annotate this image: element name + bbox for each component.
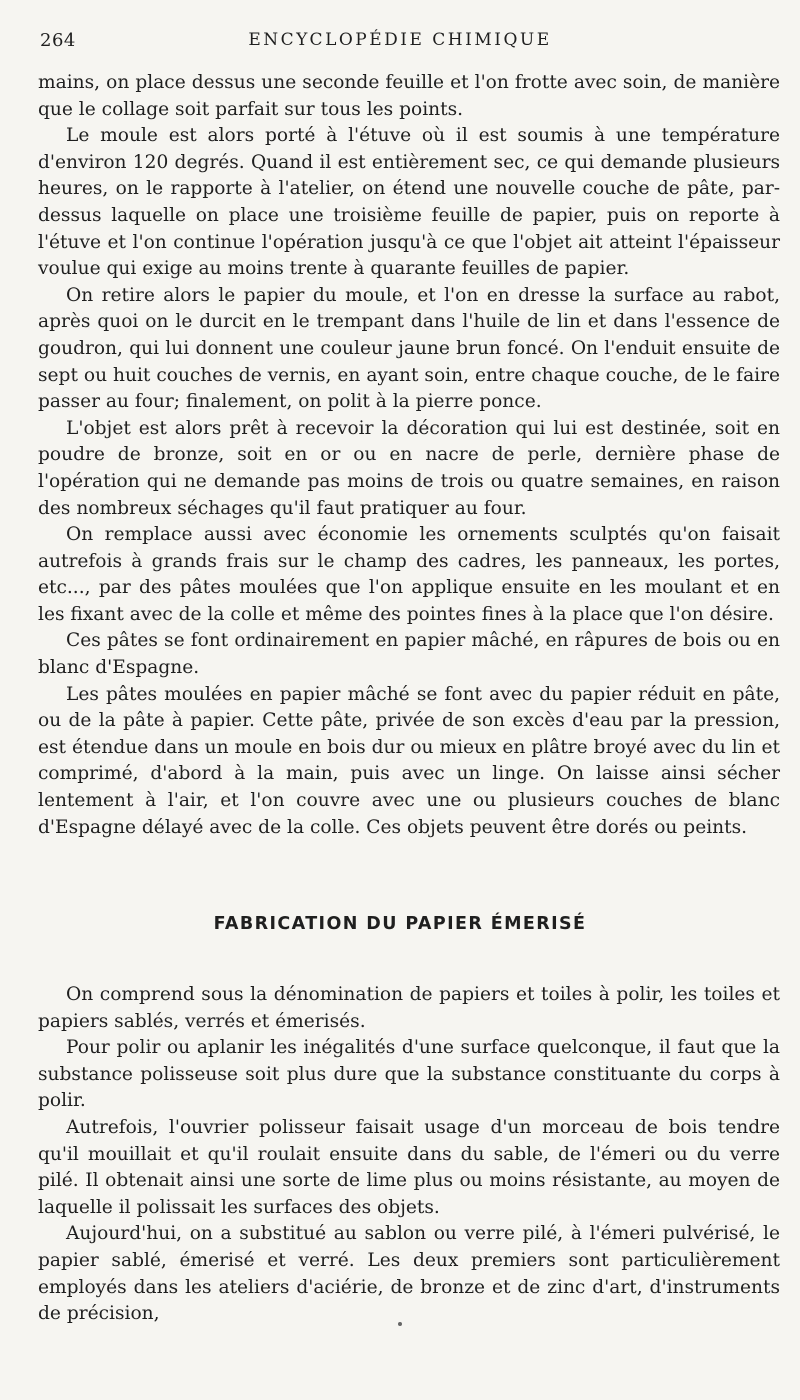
paragraph: Les pâtes moulées en papier mâché se font avec du papier réduit en pâte, ou de la pâte à papier. Cette pâte, privée de son excès d'eau par la pression, est étendue dans un moule en bois dur ou mieux en plâtre broyé avec du lin et comprimé, d'abord à la main, puis avec un linge. On laisse ainsi sécher lentement à l'air, et l'on couvre avec une ou plusieurs couches de blanc d'Espagne délayé avec de la colle. Ces objets peuvent être dorés ou peints. bbox=[38, 683, 780, 838]
paragraph: Le moule est alors porté à l'étuve où il est soumis à une température d'environ 120 degrés. Quand il est entièrement sec, ce qui demande plusieurs heures, on le rapporte à l'atelier, on étend une nouvelle couche de pâte, par-dessus laquelle on place une troisième feuille de papier, puis on reporte à l'étuve et l'on continue l'opération jusqu'à ce que l'objet ait atteint l'épaisseur voulue qui exige au moins trente à quarante feuilles de papier. bbox=[38, 125, 780, 280]
body-text-section bbox=[38, 982, 780, 1328]
paragraph: On remplace aussi avec économie les ornements sculptés qu'on faisait autrefois à grands frais sur le champ des cadres, les panneaux, les portes, etc..., par des pâtes moulées que l'on applique ensuite en les moulant et en les fixant avec de la colle et même des pointes fines à la place que l'on désire. bbox=[38, 524, 780, 625]
paragraph: L'objet est alors prêt à recevoir la décoration qui lui est destinée, soit en poudre de bronze, soit en or ou en nacre de perle, dernière phase de l'opération qui ne demande pas moins de trois ou quatre semaines, en raison des nombreux séchages qu'il faut pratiquer au four. bbox=[38, 417, 780, 519]
paragraph: Aujourd'hui, on a substitué au sablon ou verre pilé, à l'émeri pulvérisé, le papier sablé, émerisé et verré. Les deux premiers sont particulièrement employés dans les ateliers d'aciérie, de bronze et de zinc d'art, d'instruments de précision, bbox=[38, 1223, 780, 1325]
paragraph: Pour polir ou aplanir les inégalités d'une surface quelconque, il faut que la substance polisseuse soit plus dure que la substance constituante du corps à polir. bbox=[38, 1037, 780, 1112]
paragraph: Ces pâtes se font ordinairement en papier mâché, en râpures de bois ou en blanc d'Espagne. bbox=[38, 630, 780, 679]
paragraph: On retire alors le papier du moule, et l'on en dresse la surface au rabot, après quoi on le durcit en le trempant dans l'huile de lin et dans l'essence de goudron, qui lui donnent une couleur jaune brun foncé. On l'enduit ensuite de sept ou huit couches de vernis, en ayant soin, entre chaque couche, de le faire passer au four; finalement, on polit à la pierre ponce. bbox=[38, 284, 780, 413]
page-header bbox=[40, 30, 760, 56]
print-speck bbox=[398, 1322, 402, 1326]
paragraph: Autrefois, l'ouvrier polisseur faisait usage d'un morceau de bois tendre qu'il mouillait et qu'il roulait ensuite dans du sable, de l'émeri ou du verre pilé. Il obtenait ainsi une sorte de lime plus ou moins résistante, au moyen de laquelle il polissait les surfaces des objets. bbox=[38, 1116, 780, 1218]
paragraph: mains, on place dessus une seconde feuille et l'on frotte avec soin, de manière que le collage soit parfait sur tous les points. bbox=[38, 72, 780, 120]
section-heading: FABRICATION DU PAPIER ÉMERISÉ bbox=[213, 914, 587, 934]
running-title: ENCYCLOPÉDIE CHIMIQUE bbox=[248, 30, 552, 50]
page-number: 264 bbox=[40, 30, 76, 51]
paragraph: On comprend sous la dénomination de papiers et toiles à polir, les toiles et papiers sablés, verrés et émerisés. bbox=[38, 984, 780, 1032]
body-text-top bbox=[38, 70, 780, 841]
